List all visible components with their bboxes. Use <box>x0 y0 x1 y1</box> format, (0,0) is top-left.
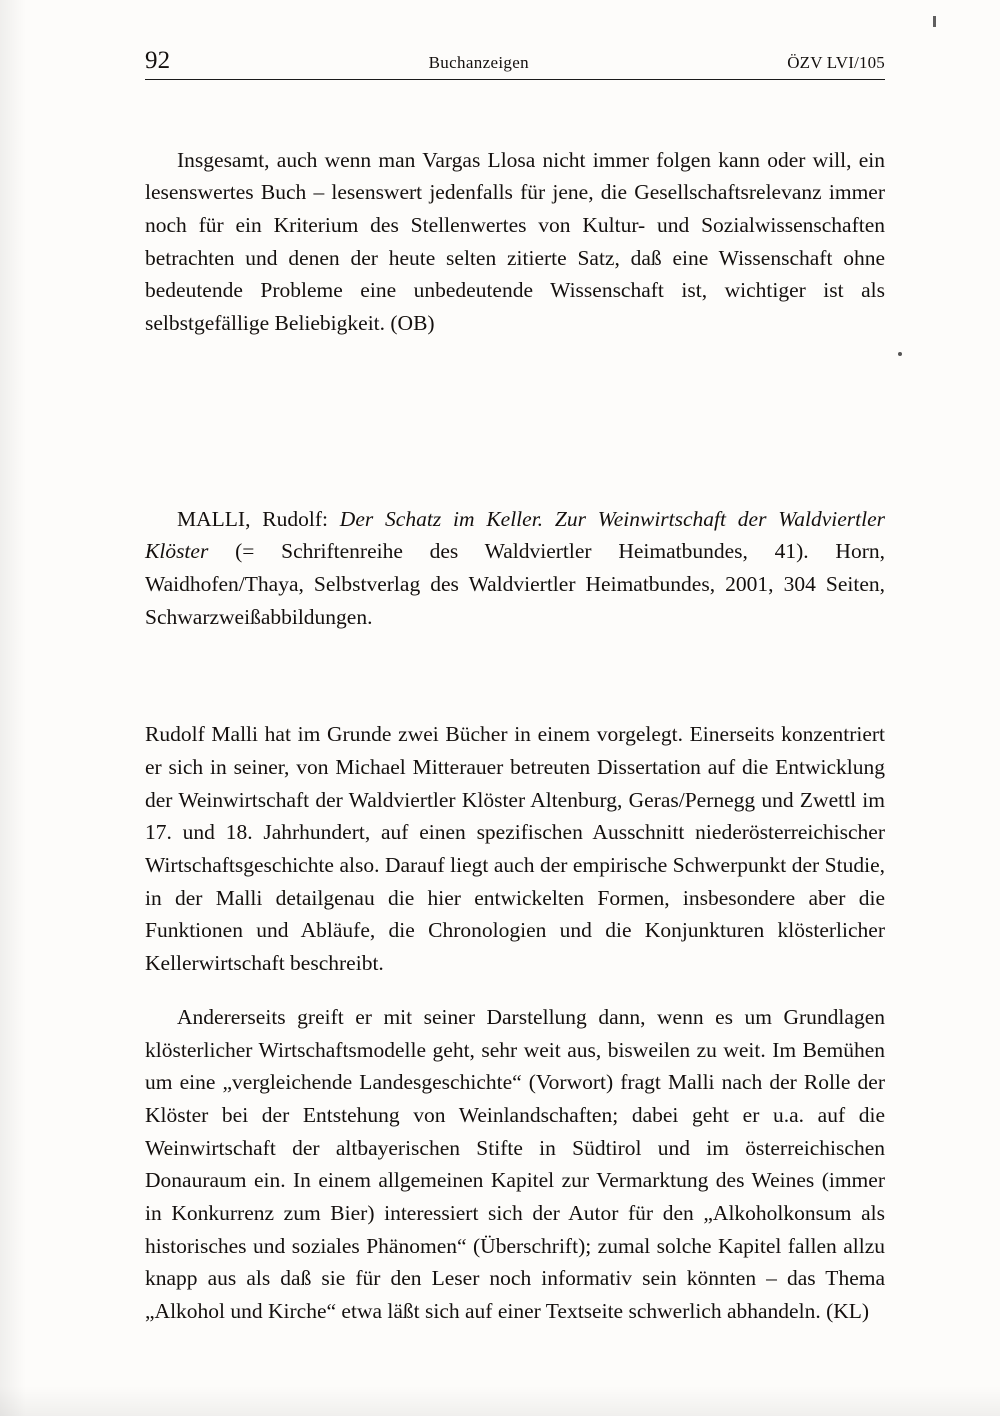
review-two-paragraph-two: Andererseits greift er mit seiner Darstellung dann, wenn es um Grundlagen klösterlicher Wirtschaftsmodelle geht, sehr weit aus, bisweilen zu weit. Im Bemühen um eine „vergleichende Landesgeschichte“ (Vorwort) fragt Malli nach der Rolle der Klöster bei der Entstehung von Weinlandschaften; dabei geht er u.a. auf die Weinwirtschaft der altbayerischen Stifte in Südtirol und im österreichischen Donauraum ein. In einem allgemeinen Kapitel zur Vermarktung des Weines (immer in Konkurrenz zum Bier) interessiert sich der Autor für den „Alkoholkonsum als historisches und soziales Phänomen“ (Überschrift); zumal solche Kapitel fallen allzu knapp aus als daß sie für den Leser noch informativ sein könnten – das Thema „Alkohol und Kirche“ etwa läßt sich auf einer Textseite schwerlich abhandeln. (KL) <box>145 1005 885 1324</box>
spacer <box>145 655 885 697</box>
review-two-paragraph-one: Rudolf Malli hat im Grunde zwei Bücher in einem vorgelegt. Einerseits konzentriert er sich in seiner, von Michael Mitterauer betreuten Dissertation auf die Entwicklung der Weinwirtschaft der Waldviertler Klöster Altenburg, Geras/Pernegg und Zwettl im 17. und 18. Jahrhundert, auf einen spezifischen Ausschnitt niederösterreichischer Wirtschaftsgeschichte also. Darauf liegt auch der empirische Schwerpunkt der Studie, in der Malli detailgenau die hier entwickelten Formen, insbesondere aber die Funktionen und Abläufe, die Chronologien und die Konjunkturen klösterlicher Kellerwirtschaft beschreibt. <box>145 722 885 975</box>
page-content <box>145 48 885 1349</box>
section-spacer <box>145 361 885 481</box>
running-head-title: Buchanzeigen <box>428 53 529 72</box>
review-one-paragraph: Insgesamt, auch wenn man Vargas Llosa nicht immer folgen kann oder will, ein lesenswertes Buch – lesenswert jedenfalls für jene, die Gesellschaftsrelevanz immer noch für ein Kriterium des Stellenwertes von Kultur- und Sozialwissenschaften betrachten und denen der heute selten zitierte Satz, daß eine Wissenschaft ohne bedeutende Probleme eine unbedeutende Wissenschaft ist, wichtiger ist als selbstgefällige Beliebigkeit. (OB) <box>145 147 885 335</box>
citation-imprint: (= Schriftenreihe des Waldviertler Heimatbundes, 41). Horn, Waidhofen/Thaya, Selbstverlag des Waldviertler Heimatbundes, 2001, 304 Seiten, Schwarzweißabbildungen. <box>145 539 885 629</box>
running-head <box>145 48 885 80</box>
page-edge-mark-icon <box>933 16 936 27</box>
page-speck-mark-icon <box>898 352 902 356</box>
page-edge-shadow <box>0 0 26 1416</box>
journal-issue-label: ÖZV LVI/105 <box>787 53 885 72</box>
book-citation <box>145 503 885 634</box>
citation-author: MALLI, Rudolf: <box>177 506 328 531</box>
page-bottom-shadow <box>0 1386 1000 1416</box>
page-number: 92 <box>145 47 171 74</box>
spacer <box>145 80 885 122</box>
citation-title: Der Schatz im Keller. Zur Weinwirtschaft der Waldviertler Klöster <box>145 506 885 564</box>
